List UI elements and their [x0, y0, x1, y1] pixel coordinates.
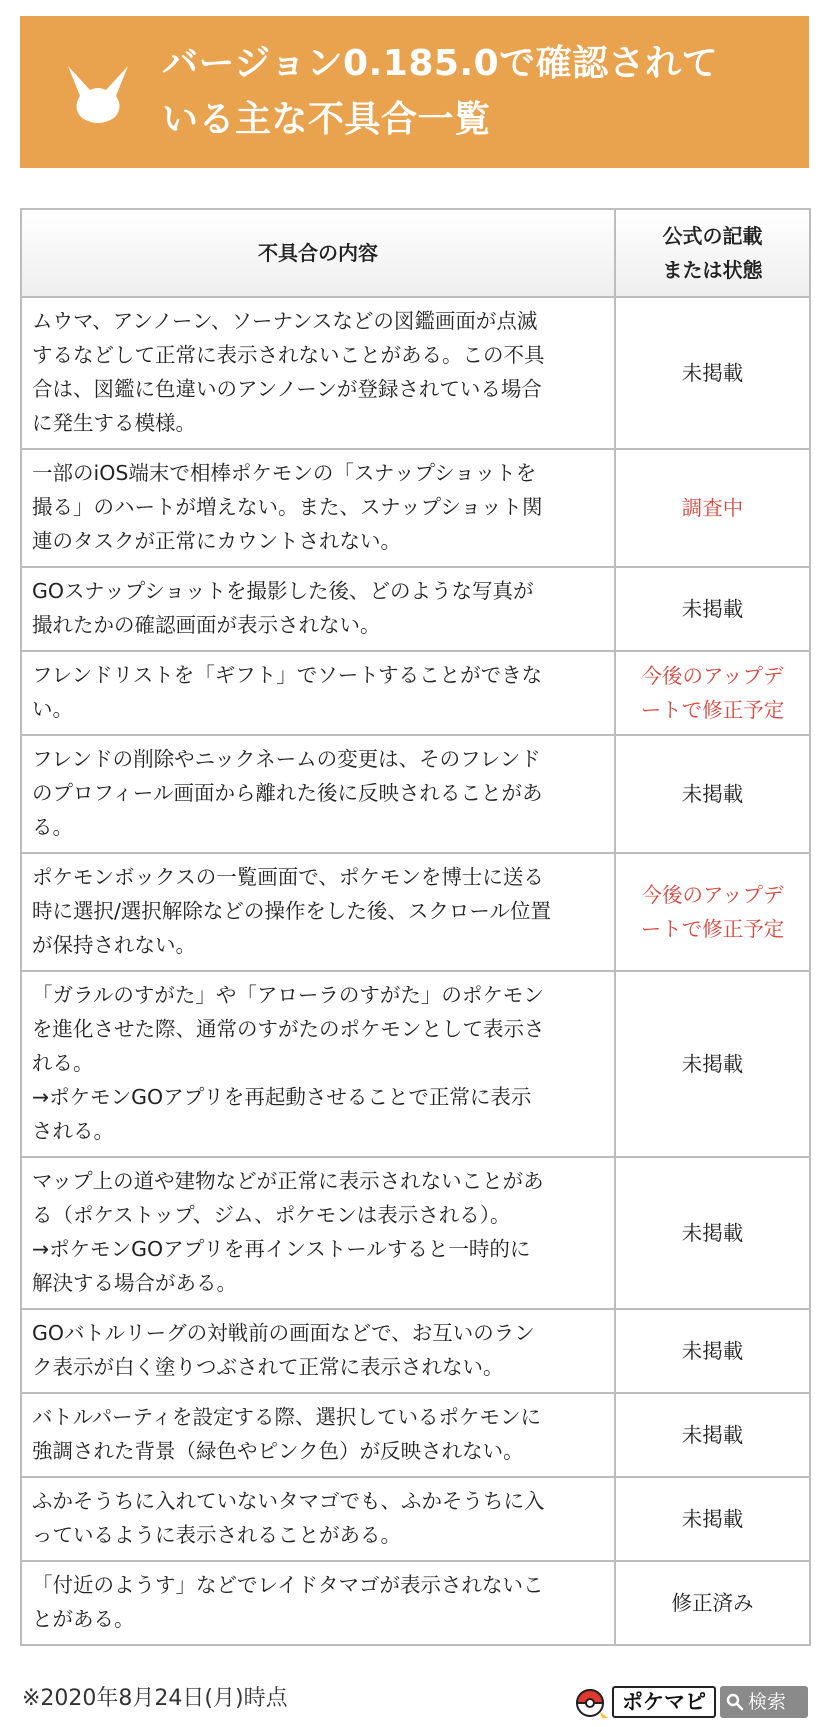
site-logo[interactable]: ポケマピ [612, 1686, 716, 1718]
bug-description-cell [21, 1393, 615, 1477]
bug-description-line: 撮る」のハートが増えない。また、スナップショット関 [32, 495, 543, 519]
bug-description-line: ポケモンボックスの一覧画面で、ポケモンを博士に送る [32, 865, 544, 889]
bug-description-line: →ポケモンGOアプリを再起動させることで正常に表示 [32, 1085, 532, 1109]
bug-description-line: される。 [32, 1119, 114, 1143]
table-row [21, 1477, 810, 1561]
bug-description-line: 「付近のようす」などでレイドタマゴが表示されないこ [32, 1573, 544, 1597]
pokemon-ears-icon [58, 56, 138, 136]
table-header-row [21, 209, 810, 297]
bug-description-line: を進化させた際、通常のすがたのポケモンとして表示さ [32, 1017, 545, 1041]
bug-description-line: ムウマ、アンノーン、ソーナンスなどの図鑑画面が点滅 [32, 309, 538, 333]
table-row [21, 297, 810, 449]
table-row [21, 1393, 810, 1477]
bug-description-line: するなどして正常に表示されないことがある。この不具 [32, 343, 545, 367]
status-text: 未掲載 [681, 361, 744, 385]
status-cell [615, 1309, 810, 1393]
bug-description-line: マップ上の道や建物などが正常に表示されないことがあ [32, 1169, 544, 1193]
status-cell [615, 567, 810, 651]
bug-description-line: 撮れたかの確認画面が表示されない。 [32, 613, 381, 637]
bug-description-line: る。 [32, 815, 73, 839]
table-row [21, 651, 810, 735]
bug-description-line: 「ガラルのすがた」や「アローラのすがた」のポケモン [32, 983, 544, 1007]
bug-description-line: フレンドリストを「ギフト」でソートすることができな [32, 663, 543, 687]
bug-description-line: が保持されない。 [32, 933, 196, 957]
bug-description-cell [21, 1561, 615, 1645]
status-cell [615, 449, 810, 567]
status-cell [615, 971, 810, 1157]
page-title-line1: バージョン0.185.0で確認されて [162, 43, 719, 84]
table-row [21, 1561, 810, 1645]
title-banner [20, 16, 809, 168]
footer-branding [572, 1684, 808, 1720]
search-button[interactable] [720, 1686, 808, 1718]
bug-description-line: バトルパーティを設定する際、選択しているポケモンに [32, 1405, 542, 1429]
status-text: ートで修正予定 [640, 917, 785, 941]
bug-description-line: に発生する模様。 [32, 411, 196, 435]
bug-table [20, 208, 811, 1646]
status-text: 未掲載 [681, 1052, 744, 1076]
header-status [615, 209, 810, 297]
pokeball-logo-icon [572, 1686, 612, 1720]
status-cell [615, 1157, 810, 1309]
bug-description-line: 時に選択/選択解除などの操作をした後、スクロール位置 [32, 899, 551, 923]
search-label: 検索 [748, 1691, 787, 1713]
status-text: 未掲載 [681, 1423, 744, 1447]
status-text: 未掲載 [681, 597, 744, 621]
bug-description-line: GOスナップショットを撮影した後、どのような写真が [32, 579, 534, 603]
bug-description-cell [21, 1309, 615, 1393]
bug-description-cell [21, 297, 615, 449]
header-status-line2: または状態 [662, 258, 763, 282]
table-row [21, 1309, 810, 1393]
bug-description-line: れる。 [32, 1051, 94, 1075]
bug-description-line: GOバトルリーグの対戦前の画面などで、お互いのラン [32, 1321, 535, 1345]
search-icon [726, 1693, 744, 1711]
status-cell [615, 297, 810, 449]
bug-description-line: とがある。 [32, 1607, 135, 1631]
bug-description-line: 連のタスクが正常にカウントされない。 [32, 529, 401, 553]
bug-description-line: フレンドの削除やニックネームの変更は、そのフレンド [32, 747, 541, 771]
bug-rows [21, 297, 810, 1645]
bug-description-line: 強調された背景（緑色やピンク色）が反映されない。 [32, 1439, 524, 1463]
bug-description-line: 解決する場合がある。 [32, 1271, 237, 1295]
status-text: ートで修正予定 [640, 698, 785, 722]
bug-description-line: 一部のiOS端末で相棒ポケモンの「スナップショットを [32, 461, 537, 485]
bug-description-line: →ポケモンGOアプリを再インストールすると一時的に [32, 1237, 531, 1261]
status-cell [615, 1477, 810, 1561]
table-row [21, 1157, 810, 1309]
page-title [162, 36, 792, 148]
bug-description-cell [21, 1157, 615, 1309]
header-content: 不具合の内容 [21, 209, 615, 297]
status-text: 未掲載 [681, 1339, 744, 1363]
status-cell [615, 735, 810, 853]
status-cell [615, 1561, 810, 1645]
bug-description-line: い。 [32, 697, 73, 721]
status-text: 修正済み [671, 1591, 754, 1615]
status-text: 調査中 [681, 496, 744, 520]
status-text: 未掲載 [681, 1507, 744, 1531]
table-row [21, 971, 810, 1157]
table-row [21, 735, 810, 853]
status-cell [615, 651, 810, 735]
date-note: ※2020年8月24日(月)時点 [22, 1686, 288, 1711]
bug-description-cell [21, 853, 615, 971]
bug-description-cell [21, 735, 615, 853]
bug-description-line: ク表示が白く塗りつぶされて正常に表示されない。 [32, 1355, 504, 1379]
table-row [21, 449, 810, 567]
status-text: 今後のアップデ [641, 883, 784, 907]
bug-description-line: のプロフィール画面から離れた後に反映されることがあ [32, 781, 543, 805]
bug-description-line: ふかそうちに入れていないタマゴでも、ふかそうちに入 [32, 1489, 545, 1513]
status-text: 今後のアップデ [641, 664, 784, 688]
status-cell [615, 853, 810, 971]
bug-description-cell [21, 1477, 615, 1561]
status-text: 未掲載 [681, 1221, 744, 1245]
bug-description-cell [21, 971, 615, 1157]
status-text: 未掲載 [681, 782, 744, 806]
bug-description-line: っているように表示されることがある。 [32, 1523, 401, 1547]
bug-description-cell [21, 567, 615, 651]
table-row [21, 853, 810, 971]
header-status-line1: 公式の記載 [662, 224, 763, 248]
bug-description-cell [21, 449, 615, 567]
table-row [21, 567, 810, 651]
bug-description-line: 合は、図鑑に色違いのアンノーンが登録されている場合 [32, 377, 542, 401]
bug-description-line: る（ポケストップ、ジム、ポケモンは表示される）。 [32, 1203, 511, 1227]
status-cell [615, 1393, 810, 1477]
page-title-line2: いる主な不具合一覧 [162, 99, 491, 140]
bug-description-cell [21, 651, 615, 735]
